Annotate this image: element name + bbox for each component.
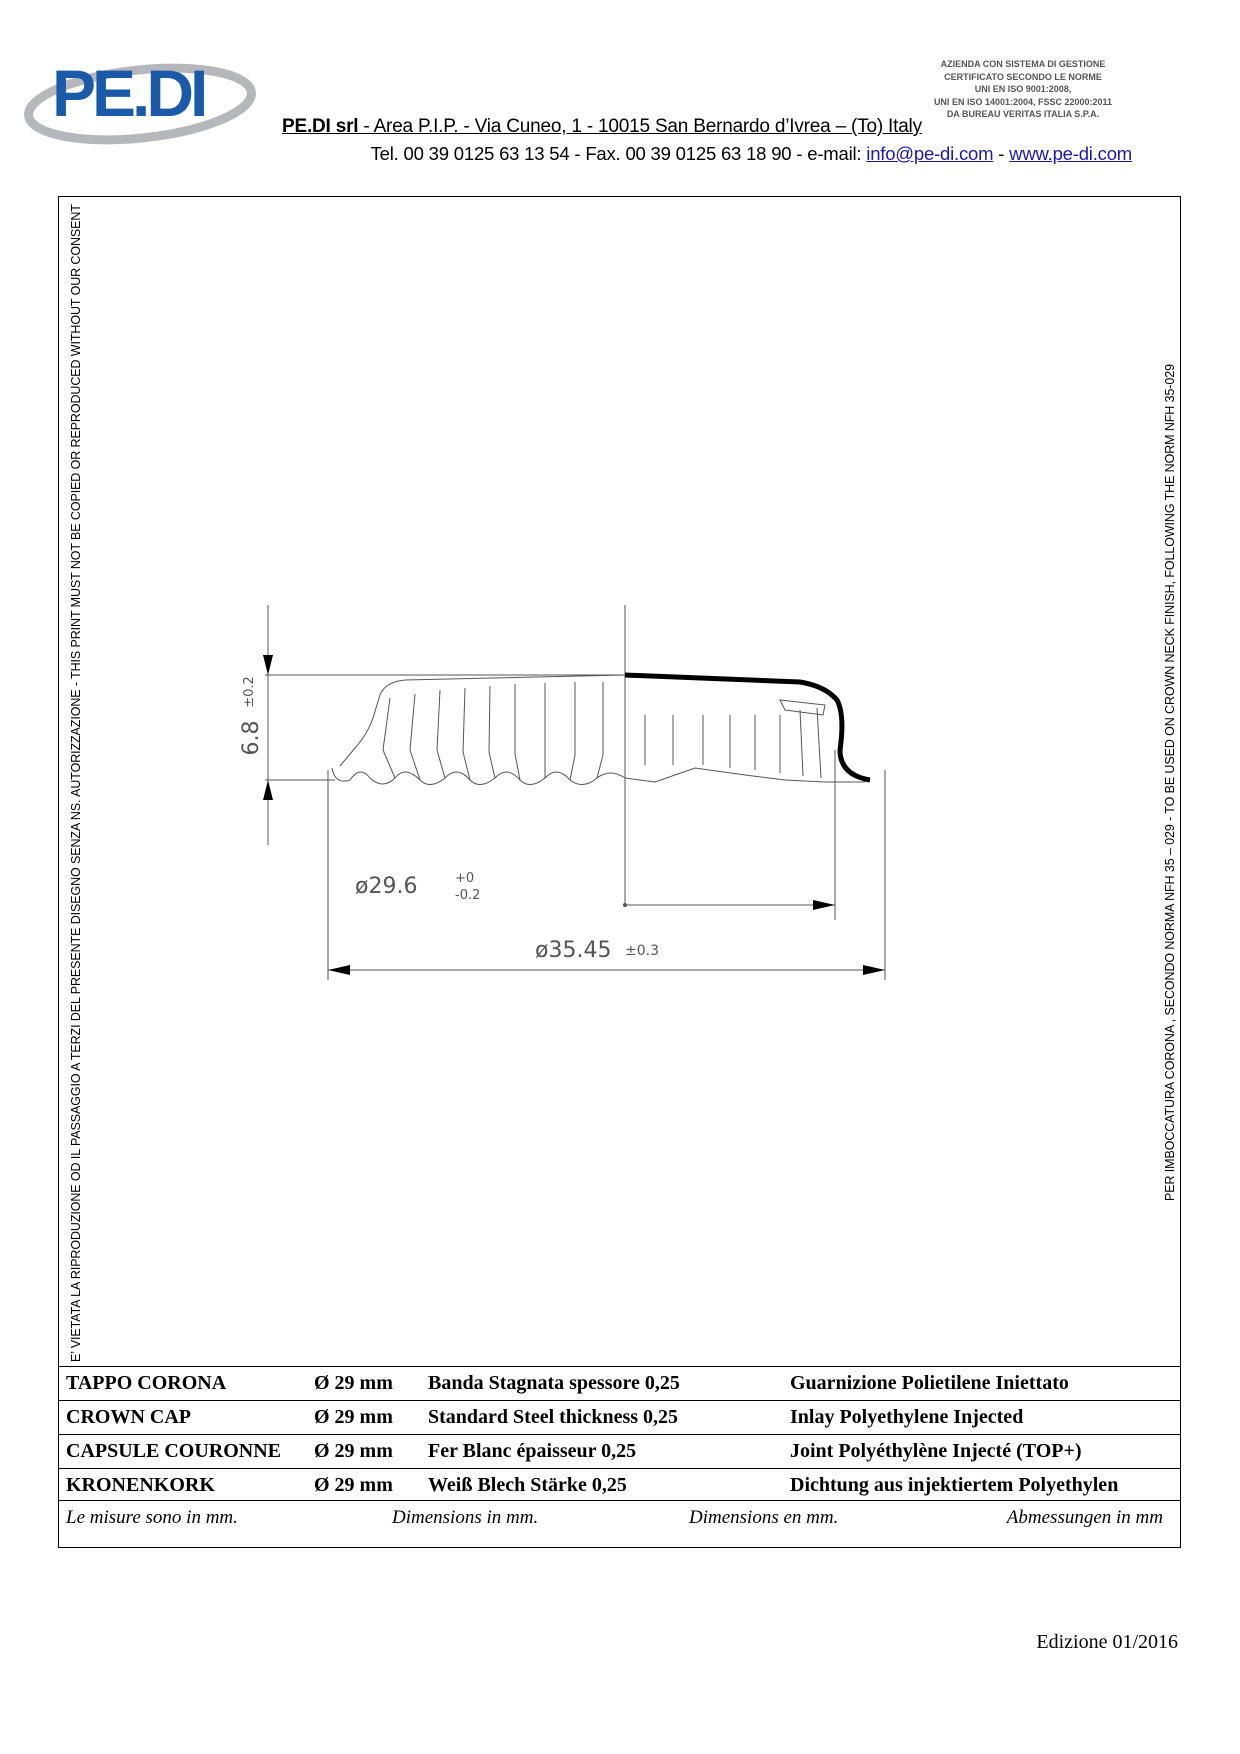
product-liner: Dichtung aus injektiertem Polyethylen — [790, 1469, 1181, 1503]
height-tol: ±0.2 — [242, 676, 257, 708]
table-row — [58, 1469, 1181, 1503]
product-diameter: Ø 29 mm — [314, 1435, 428, 1469]
cap-rib — [489, 686, 495, 778]
cap-rib — [410, 694, 420, 780]
cert-line: DA BUREAU VERITAS ITALIA S.P.A. — [946, 109, 1100, 119]
arrow — [263, 780, 273, 800]
product-name: CAPSULE COURONNE — [58, 1435, 314, 1469]
liner-hatch — [780, 700, 825, 715]
crown-cap-drawing — [225, 590, 925, 980]
table-row — [58, 1367, 1181, 1401]
table-row — [58, 1401, 1181, 1435]
cert-line: AZIENDA CON SISTEMA DI GESTIONE — [940, 59, 1106, 69]
spec-table — [58, 1366, 1181, 1502]
units-fr: Dimensions en mm. — [688, 1501, 975, 1536]
company-address — [282, 116, 922, 138]
product-material: Banda Stagnata spessore 0,25 — [428, 1367, 790, 1401]
certification-note — [908, 58, 1138, 121]
product-liner: Inlay Polyethylene Injected — [790, 1401, 1181, 1435]
units-de: Abmessungen in mm — [975, 1501, 1181, 1536]
cap-skirt-right — [625, 768, 865, 782]
units-en: Dimensions in mm. — [391, 1501, 688, 1536]
height-dim: 6.8 — [239, 720, 264, 756]
center-point — [623, 903, 627, 907]
cert-line: UNI EN ISO 9001:2008, — [974, 84, 1072, 94]
contact-line — [371, 143, 1132, 165]
table-row — [58, 1435, 1181, 1469]
phone-fax: Tel. 00 39 0125 63 13 54 - Fax. 00 39 0125 63 18 90 - e-mail: — [370, 143, 867, 164]
outer-tol: ±0.3 — [625, 943, 659, 959]
product-name: TAPPO CORONA — [58, 1367, 314, 1401]
contact-separator: - — [993, 143, 1010, 164]
cap-section — [625, 675, 870, 780]
copyright-note: E’ VIETATA LA RIPRODUZIONE OD IL PASSAGGIO A TERZI DEL PRESENTE DISEGNO SENZA NS. AUTORIZZAZIONE - THIS PRINT MUST NOT BE COPIED OR REPRODUCED WITHOUT OUR CONSENT — [69, 204, 83, 1362]
product-material: Fer Blanc épaisseur 0,25 — [428, 1435, 790, 1469]
website-link[interactable]: www.pe-di.com — [1009, 143, 1132, 164]
product-material: Weiß Blech Stärke 0,25 — [428, 1469, 790, 1503]
cap-rib — [817, 708, 821, 778]
cap-rib — [437, 690, 445, 778]
cap-rib — [383, 698, 395, 778]
logo-text: PE.DI — [52, 56, 205, 130]
cap-rib — [463, 688, 470, 780]
product-material: Standard Steel thickness 0,25 — [428, 1401, 790, 1435]
product-diameter: Ø 29 mm — [314, 1469, 428, 1503]
product-liner: Joint Polyéthylène Injecté (TOP+) — [790, 1435, 1181, 1469]
inner-tol-lower: -0.2 — [455, 888, 481, 903]
cap-rib — [800, 710, 803, 776]
inner-tol-upper: +0 — [455, 871, 475, 886]
address-country: Italy — [888, 116, 922, 137]
cap-rib — [597, 682, 603, 778]
units-row — [58, 1500, 1181, 1535]
cert-line: UNI EN ISO 14001:2004, FSSC 22000:2011 — [933, 96, 1113, 107]
arrow — [863, 965, 885, 975]
address-line: - Area P.I.P. - Via Cuneo, 1 - 10015 San Bernardo d’Ivrea – (To) — [358, 116, 889, 137]
cap-rib — [515, 684, 520, 780]
company-name: PE.DI srl — [282, 116, 359, 137]
edition-label: Edizione 01/2016 — [1036, 1631, 1178, 1653]
units-it: Le misure sono in mm. — [58, 1501, 391, 1536]
product-liner: Guarnizione Polietilene Iniettato — [790, 1367, 1181, 1401]
arrow — [263, 655, 273, 675]
cap-rib — [570, 682, 575, 780]
inner-dim: ø29.6 — [355, 874, 418, 899]
product-diameter: Ø 29 mm — [314, 1401, 428, 1435]
norm-note: PER IMBOCCATURA CORONA , SECONDO NORMA NFH 35 – 029 - TO BE USED ON CROWN NECK FINISH, FOLLOWING THE NORM NFH 35-029 — [1163, 364, 1177, 1201]
product-name: KRONENKORK — [58, 1469, 314, 1503]
cap-skirt-left — [332, 768, 625, 785]
cert-line: CERTIFICATO SECONDO LE NORME — [944, 71, 1102, 82]
arrow — [328, 965, 350, 975]
pedi-logo — [22, 48, 272, 148]
product-diameter: Ø 29 mm — [314, 1367, 428, 1401]
cap-top-left — [340, 675, 625, 766]
outer-dim: ø35.45 — [535, 938, 612, 963]
email-link[interactable]: info@pe-di.com — [866, 143, 994, 164]
arrow — [813, 900, 835, 910]
product-name: CROWN CAP — [58, 1401, 314, 1435]
